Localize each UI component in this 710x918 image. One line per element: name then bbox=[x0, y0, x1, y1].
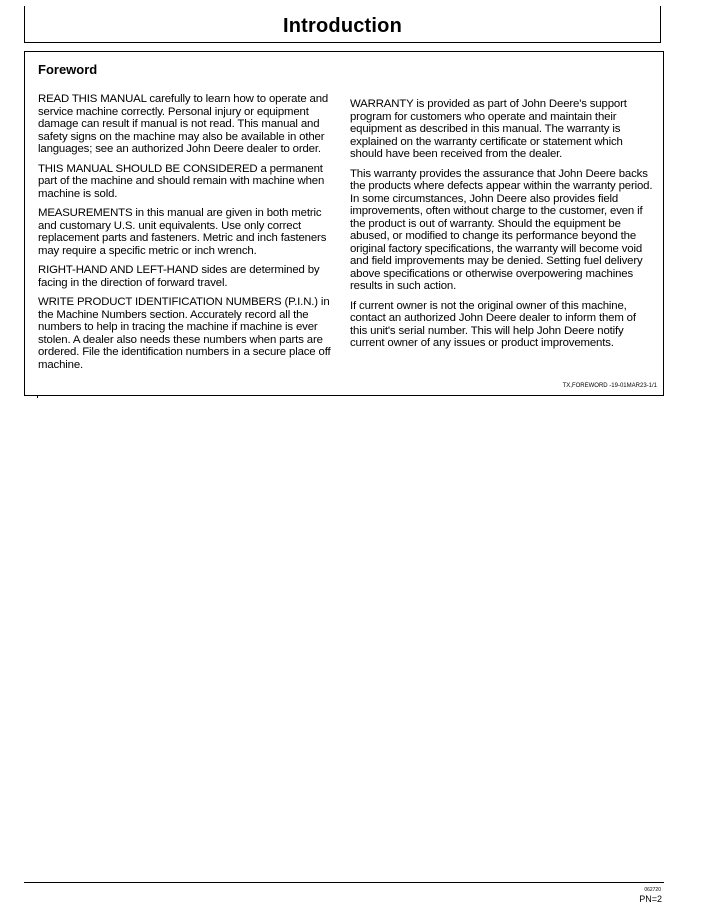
paragraph-warranty: WARRANTY is provided as part of John Deere's support program for customers who operate and maintain their equipment as described in this manual. The warranty is explained on the warranty certificate or statement which should have been received from the dealer. bbox=[350, 98, 627, 160]
paragraph-pin: WRITE PRODUCT IDENTIFICATION NUMBERS (P.I.N.) in the Machine Numbers section. Accurately record all the numbers to help in tracing the machine if machine is ever stolen. A dealer also needs these numbers when parts are ordered. File the identification numbers in a secure place off machine. bbox=[38, 296, 331, 371]
paragraph-measurements: MEASUREMENTS in this manual are given in both metric and customary U.S. unit equivalents. Use only correct replacement parts and fasteners. Metric and inch fasteners may require a specific metric or inch wrench. bbox=[38, 207, 327, 257]
footer-code: 062720 bbox=[644, 887, 661, 893]
divider-tick bbox=[37, 395, 38, 398]
page-title: Introduction bbox=[282, 15, 403, 37]
foreword-section bbox=[24, 51, 664, 396]
section-title: Foreword bbox=[38, 62, 98, 77]
document-reference: TX,FOREWORD -19-01MAR23-1/1 bbox=[562, 383, 657, 389]
paragraph-warranty-assurance: This warranty provides the assurance that John Deere backs the products where defects appear within the warranty period. In some circumstances, John Deere also provides field improvements, often without charge to the customer, even if the product is out of warranty. Should the equipment be abused, or modified to change its performance beyond the original factory specifications, the warranty will become void and field improvements may be denied. Setting fuel delivery above specifications or otherwise overpowering machines results in such action. bbox=[350, 167, 653, 292]
paragraph-read-manual: READ THIS MANUAL carefully to learn how to operate and service machine correctly. Personal injury or equipment damage can result if manual is not read. This manual and safety signs on the machine may also be available in other languages; see an authorized John Deere dealer to order. bbox=[38, 93, 329, 155]
page-header bbox=[24, 6, 661, 43]
footer-divider bbox=[24, 882, 664, 883]
paragraph-current-owner: If current owner is not the original owner of this machine, contact an authorized John Deere dealer to inform them of this unit's serial number. This will help John Deere notify current owner of any issues or product improvements. bbox=[350, 299, 636, 349]
left-column bbox=[38, 93, 341, 378]
paragraph-permanent-part: THIS MANUAL SHOULD BE CONSIDERED a permanent part of the machine and should remain with machine when machine is sold. bbox=[38, 162, 325, 200]
page-number: PN=2 bbox=[639, 894, 662, 904]
right-column bbox=[350, 98, 653, 357]
paragraph-right-left-hand: RIGHT-HAND AND LEFT-HAND sides are determined by facing in the direction of forward travel. bbox=[38, 264, 320, 289]
